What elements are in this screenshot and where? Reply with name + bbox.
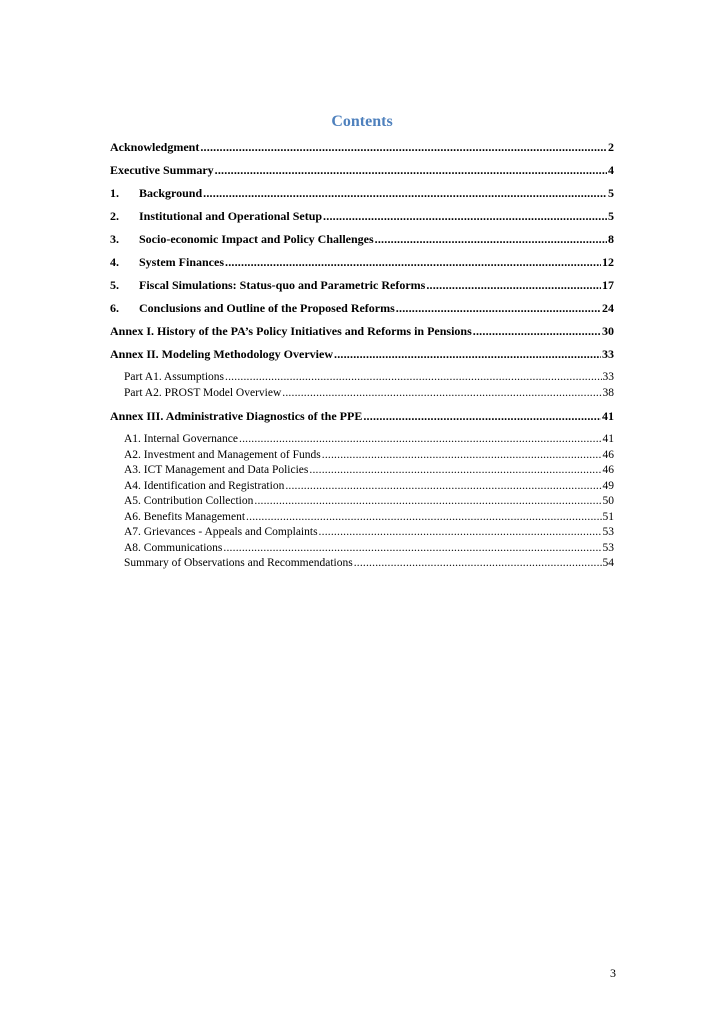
toc-entry-label: System Finances [139, 255, 224, 269]
toc-entry-label: Fiscal Simulations: Status-quo and Parametric Reforms [139, 278, 426, 292]
dot-leader [203, 186, 607, 201]
toc-entry-label: A4. Identification and Registration [124, 479, 285, 492]
toc-subentry-identification[interactable] [110, 479, 614, 495]
toc-entry-annex-1[interactable] [110, 324, 614, 339]
toc-entry-page: 54 [602, 557, 614, 569]
toc-entry-annex-3[interactable] [110, 409, 614, 424]
toc-entry-conclusions[interactable] [110, 301, 614, 316]
toc-entry-label: Part A2. PROST Model Overview [124, 386, 282, 399]
toc-entry-page: 41 [602, 409, 614, 423]
toc-entry-label: Executive Summary [110, 163, 214, 177]
toc-entry-fiscal-simulations[interactable] [110, 278, 614, 293]
toc-entry-page: 17 [602, 278, 614, 292]
dot-leader [309, 463, 601, 479]
toc-subentry-investment[interactable] [110, 448, 614, 464]
toc-entry-page: 51 [602, 510, 614, 523]
toc-entry-number: 4. [110, 255, 119, 269]
toc-entry-page: 33 [602, 371, 614, 383]
toc-subentry-benefits[interactable] [110, 510, 614, 526]
toc-entry-label: Annex I. History of the PA’s Policy Initiatives and Reforms in Pensions [110, 324, 472, 338]
toc-entry-number: 6. [110, 301, 119, 315]
dot-leader [254, 494, 601, 510]
toc-entry-label: A5. Contribution Collection [124, 495, 254, 507]
toc-subentry-grievances[interactable] [110, 525, 614, 541]
toc-subentry-internal-governance[interactable] [110, 432, 614, 448]
toc-entry-label: Part A1. Assumptions [124, 371, 225, 383]
table-of-contents [110, 140, 614, 572]
toc-subentry-prost-model[interactable] [110, 386, 614, 402]
toc-entry-page: 30 [602, 324, 614, 338]
dot-leader [473, 324, 601, 339]
toc-subentry-summary[interactable] [110, 556, 614, 572]
toc-entry-label: Institutional and Operational Setup [139, 209, 323, 223]
toc-entry-page: 12 [602, 255, 614, 269]
toc-entry-label: A6. Benefits Management [124, 510, 246, 523]
dot-leader [363, 409, 601, 424]
toc-entry-page: 5 [608, 209, 614, 223]
dot-leader [200, 140, 607, 155]
dot-leader [334, 347, 601, 362]
toc-entry-label: Conclusions and Outline of the Proposed Reforms [139, 301, 395, 315]
toc-entry-background[interactable] [110, 186, 614, 201]
toc-subentry-assumptions[interactable] [110, 370, 614, 386]
toc-entry-label: A1. Internal Governance [124, 433, 238, 445]
dot-leader [225, 370, 601, 386]
toc-subentry-communications[interactable] [110, 541, 614, 557]
toc-entry-page: 24 [602, 301, 614, 315]
toc-entry-page: 8 [608, 232, 614, 246]
dot-leader [225, 255, 601, 270]
toc-entry-page: 5 [608, 186, 614, 200]
toc-entry-number: 1. [110, 186, 119, 200]
toc-entry-page: 33 [602, 347, 614, 361]
toc-entry-label: Socio-economic Impact and Policy Challenges [139, 232, 374, 246]
toc-entry-number: 2. [110, 209, 119, 223]
toc-entry-system-finances[interactable] [110, 255, 614, 270]
dot-leader [246, 510, 601, 526]
toc-entry-label: Background [139, 186, 203, 200]
toc-entry-page: 4 [608, 163, 614, 177]
toc-entry-annex-2[interactable] [110, 347, 614, 362]
toc-entry-number: 3. [110, 232, 119, 246]
toc-subentry-contribution[interactable] [110, 494, 614, 510]
dot-leader [396, 301, 601, 316]
dot-leader [426, 278, 601, 293]
toc-entry-label: Annex III. Administrative Diagnostics of the PPE [110, 409, 363, 423]
dot-leader [323, 209, 607, 224]
page-number: 3 [610, 966, 616, 980]
toc-entry-label: A2. Investment and Management of Funds [124, 448, 321, 461]
toc-entry-label: A3. ICT Management and Data Policies [124, 464, 309, 476]
toc-entry-page: 38 [602, 386, 614, 399]
toc-entry-page: 41 [602, 433, 614, 445]
toc-entry-label: Summary of Observations and Recommendations [124, 557, 353, 569]
toc-entry-page: 50 [602, 495, 614, 507]
dot-leader [215, 163, 607, 178]
toc-entry-page: 53 [602, 526, 614, 538]
toc-entry-label: Acknowledgment [110, 140, 200, 154]
toc-entry-page: 53 [602, 541, 614, 554]
toc-entry-label: A8. Communications [124, 541, 223, 554]
toc-entry-page: 46 [602, 448, 614, 461]
toc-entry-acknowledgment[interactable] [110, 140, 614, 155]
toc-entry-page: 49 [602, 479, 614, 492]
toc-entry-label: Annex II. Modeling Methodology Overview [110, 347, 333, 361]
dot-leader [223, 541, 601, 557]
toc-entry-label: A7. Grievances - Appeals and Complaints [124, 526, 318, 538]
dot-leader [375, 232, 607, 247]
toc-subentry-ict[interactable] [110, 463, 614, 479]
dot-leader [322, 448, 602, 464]
toc-entry-socio-economic-impact[interactable] [110, 232, 614, 247]
dot-leader [239, 432, 602, 448]
toc-entry-page: 46 [602, 464, 614, 476]
dot-leader [354, 556, 602, 572]
toc-entry-institutional-setup[interactable] [110, 209, 614, 224]
dot-leader [285, 479, 601, 495]
dot-leader [319, 525, 602, 541]
toc-title: Contents [331, 113, 393, 130]
toc-entry-page: 2 [608, 140, 614, 154]
toc-entry-number: 5. [110, 278, 119, 292]
toc-entry-executive-summary[interactable] [110, 163, 614, 178]
dot-leader [282, 386, 601, 402]
